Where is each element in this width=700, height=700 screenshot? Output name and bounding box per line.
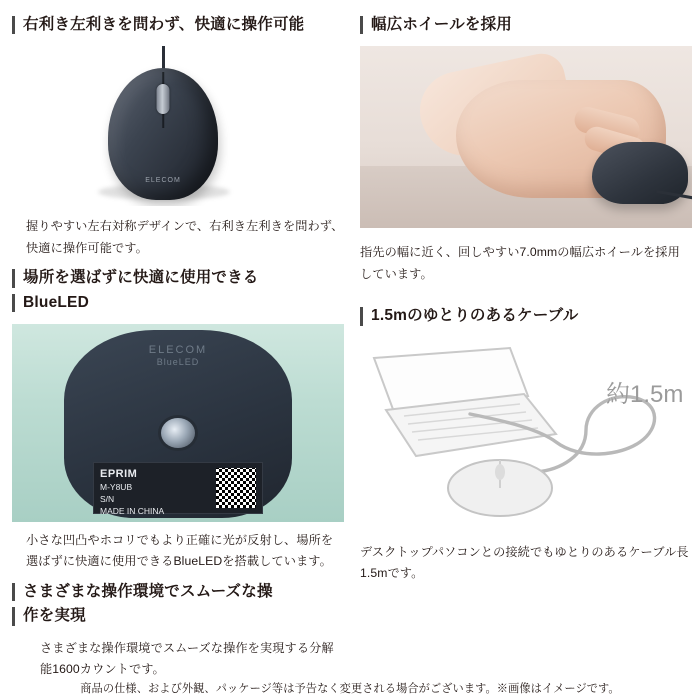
text-cable-length: デスクトップパソコンとの接続でもゆとりのあるケーブル長1.5mです。 bbox=[360, 544, 689, 580]
brand-name: ELECOM bbox=[148, 344, 208, 357]
mouse-wheel-graphic bbox=[495, 464, 505, 480]
heading-wide-wheel: 幅広ホイールを採用 bbox=[360, 14, 692, 36]
heading-ambidextrous: 右利き左利きを問わず、快適に操作可能 bbox=[12, 14, 344, 36]
cable-illustration-svg bbox=[360, 338, 692, 528]
heading-cable-length: 1.5mのゆとりのあるケーブル bbox=[360, 305, 692, 327]
brand-text bbox=[149, 344, 207, 367]
label-origin: MADE IN CHINA bbox=[100, 506, 165, 517]
heading-smooth-line1: さまざまな操作環境でスムーズな操 bbox=[12, 581, 344, 603]
qr-code-graphic bbox=[216, 468, 256, 508]
product-label bbox=[93, 462, 263, 517]
right-column bbox=[360, 14, 692, 680]
cable-length-image bbox=[360, 338, 692, 528]
footer-note: 商品の仕様、および外観、パッケージ等は予告なく変更される場合がございます。※画像はイメージです。 bbox=[80, 683, 620, 695]
brand-logo: ELECOM bbox=[145, 177, 181, 185]
led-lens-graphic bbox=[161, 418, 195, 448]
label-model: M-Y8UB bbox=[100, 482, 133, 493]
hand-on-mouse-image bbox=[360, 46, 692, 228]
two-column-layout bbox=[12, 14, 688, 680]
text-ambidextrous: 握りやすい左右対称デザインで、右利き左利きを問わず、快適に操作可能です。 bbox=[26, 219, 344, 255]
text-blueled: 小さな凹凸やホコリでもより正確に光が反射し、場所を選ばずに快適に使用できるBlueLEDを搭載しています。 bbox=[26, 533, 334, 569]
brand-subtext: BlueLED bbox=[156, 357, 200, 368]
mouse-body-graphic bbox=[108, 68, 218, 200]
mouse-top-view-image bbox=[12, 46, 344, 206]
left-column bbox=[12, 14, 344, 680]
text-wide-wheel: 指先の幅に近く、回しやすい7.0mmの幅広ホイールを採用しています。 bbox=[360, 245, 680, 281]
heading-blueled-line2: BlueLED bbox=[12, 292, 344, 314]
label-serial: S/N bbox=[100, 494, 115, 505]
heading-smooth-line2: 作を実現 bbox=[12, 605, 344, 627]
heading-blueled-line1: 場所を選ばずに快適に使用できる bbox=[12, 267, 344, 289]
product-label-text bbox=[94, 463, 210, 517]
label-brand: EPRIM bbox=[100, 468, 138, 481]
mouse-bottom-image bbox=[12, 324, 344, 522]
scroll-wheel-graphic bbox=[157, 84, 170, 114]
text-smooth: さまざまな操作環境でスムーズな操作を実現する分解能1600カウントです。 bbox=[40, 640, 334, 677]
mouse-underside-graphic bbox=[64, 330, 292, 518]
cable-length-callout: 約1.5m bbox=[606, 380, 684, 408]
